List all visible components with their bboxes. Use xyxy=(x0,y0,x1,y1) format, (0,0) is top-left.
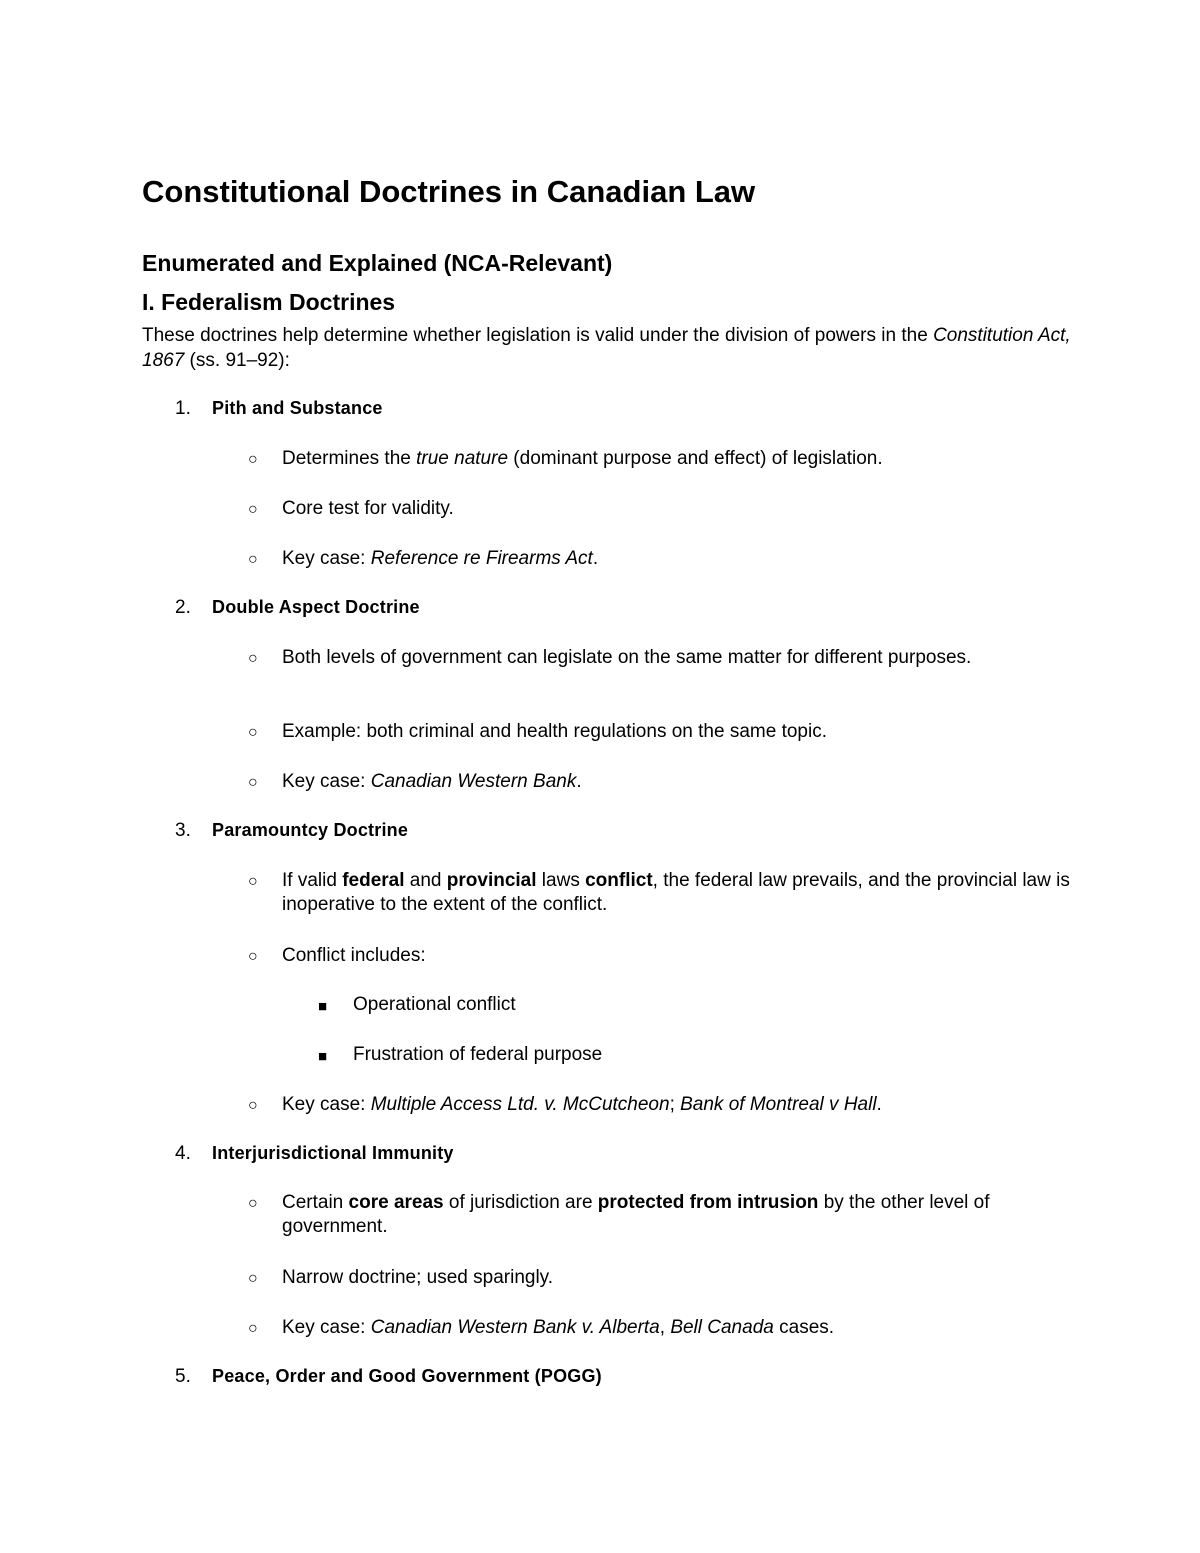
list-item: Key case: Reference re Firearms Act. xyxy=(282,548,599,569)
list-number: 3. xyxy=(175,820,191,841)
list-item: Certain core areas of jurisdiction are protected from intrusion by the other level of government. xyxy=(282,1192,990,1237)
hollow-bullet-icon: ○ xyxy=(248,501,258,518)
intro-text-end: (ss. 91–92): xyxy=(184,350,290,371)
doctrine-heading: Peace, Order and Good Government (POGG) xyxy=(212,1366,602,1386)
hollow-bullet-icon: ○ xyxy=(248,551,258,568)
doctrine-heading: Double Aspect Doctrine xyxy=(212,597,420,617)
intro-paragraph xyxy=(142,323,1072,373)
hollow-bullet-icon: ○ xyxy=(248,650,258,667)
hollow-bullet-icon: ○ xyxy=(248,1270,258,1287)
intro-text: These doctrines help determine whether legislation is valid under the division of powers in the xyxy=(142,325,928,346)
list-item: If valid federal and provincial laws conflict, the federal law prevails, and the provincial law is inoperative to the extent of the conflict. xyxy=(282,870,1070,915)
list-number: 4. xyxy=(175,1143,191,1164)
doctrine-heading: Paramountcy Doctrine xyxy=(212,820,409,840)
hollow-bullet-icon: ○ xyxy=(248,948,258,965)
list-number: 5. xyxy=(175,1366,191,1387)
document-subtitle: Enumerated and Explained (NCA-Relevant) xyxy=(142,250,613,276)
hollow-bullet-icon: ○ xyxy=(248,724,258,741)
sub-list-item: Frustration of federal purpose xyxy=(353,1044,603,1065)
hollow-bullet-icon: ○ xyxy=(248,1097,258,1114)
list-number: 1. xyxy=(175,398,191,419)
list-item: Narrow doctrine; used sparingly. xyxy=(282,1267,554,1288)
section-heading: I. Federalism Doctrines xyxy=(142,289,396,315)
list-item: Key case: Multiple Access Ltd. v. McCutcheon; Bank of Montreal v Hall. xyxy=(282,1094,882,1115)
hollow-bullet-icon: ○ xyxy=(248,1320,258,1337)
square-bullet-icon: ■ xyxy=(318,1048,328,1065)
list-number: 2. xyxy=(175,597,191,618)
hollow-bullet-icon: ○ xyxy=(248,451,258,468)
list-item: Example: both criminal and health regulations on the same topic. xyxy=(282,721,827,742)
list-item: Core test for validity. xyxy=(282,498,454,519)
hollow-bullet-icon: ○ xyxy=(248,873,258,890)
sub-list-item: Operational conflict xyxy=(353,994,516,1015)
intro-italic: Constitution Act, 1867 xyxy=(142,325,1071,371)
document-title: Constitutional Doctrines in Canadian Law xyxy=(142,174,756,209)
hollow-bullet-icon: ○ xyxy=(248,774,258,791)
square-bullet-icon: ■ xyxy=(318,998,328,1015)
doctrine-heading: Pith and Substance xyxy=(212,398,383,418)
list-item: Both levels of government can legislate on the same matter for different purposes. xyxy=(282,647,972,668)
hollow-bullet-icon: ○ xyxy=(248,1195,258,1212)
list-item: Key case: Canadian Western Bank v. Alberta, Bell Canada cases. xyxy=(282,1317,835,1338)
list-item: Determines the true nature (dominant purpose and effect) of legislation. xyxy=(282,448,883,469)
list-item: Conflict includes: xyxy=(282,945,426,966)
doctrine-heading: Interjurisdictional Immunity xyxy=(212,1143,454,1163)
list-item: Key case: Canadian Western Bank. xyxy=(282,771,582,792)
